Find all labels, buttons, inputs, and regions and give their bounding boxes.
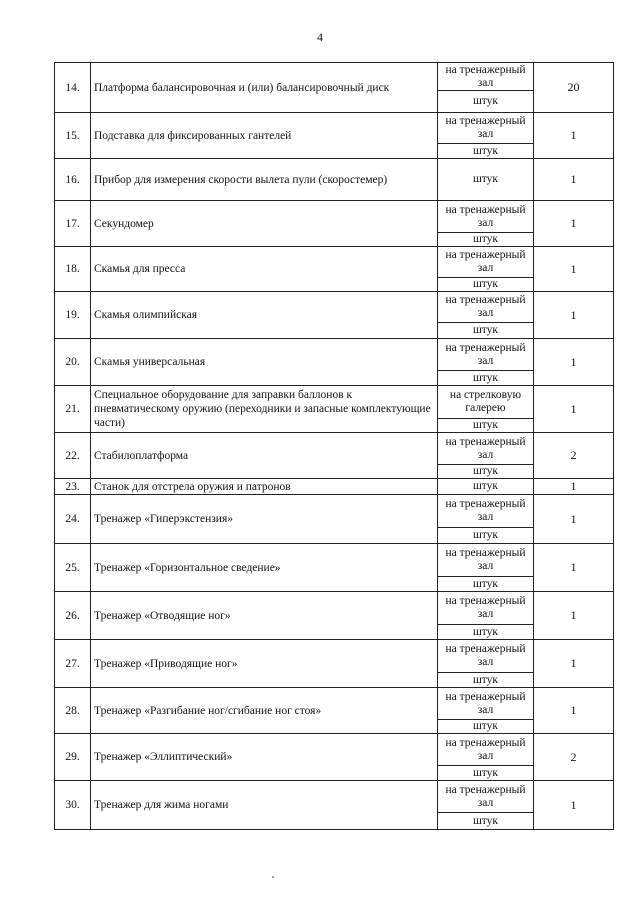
row-number: 18. xyxy=(55,247,91,292)
item-name: Скамья олимпийская xyxy=(91,292,438,339)
item-unit: штук xyxy=(438,479,534,495)
item-unit: штук xyxy=(438,766,534,781)
item-name: Тренажер «Горизонтальное сведение» xyxy=(91,544,438,592)
table-row xyxy=(55,592,614,625)
item-quantity: 1 xyxy=(534,688,614,734)
item-name: Тренажер «Приводящие ног» xyxy=(91,640,438,688)
item-name: Скамья для пресса xyxy=(91,247,438,292)
table-row xyxy=(55,386,614,419)
item-name: Тренажер «Разгибание ног/сгибание ног стоя» xyxy=(91,688,438,734)
item-name: Тренажер «Эллиптический» xyxy=(91,734,438,781)
row-number: 30. xyxy=(55,781,91,830)
item-quantity: 1 xyxy=(534,781,614,830)
item-quantity: 1 xyxy=(534,386,614,433)
row-number: 22. xyxy=(55,433,91,479)
item-place: на тренажерный зал xyxy=(438,734,534,766)
item-quantity: 2 xyxy=(534,433,614,479)
item-quantity: 1 xyxy=(534,339,614,386)
item-place: на тренажерный зал xyxy=(438,113,534,144)
table-row xyxy=(55,495,614,528)
item-unit: штук xyxy=(438,625,534,640)
item-name: Станок для отстрела оружия и патронов xyxy=(91,479,438,495)
row-number: 17. xyxy=(55,201,91,247)
item-quantity: 1 xyxy=(534,592,614,640)
row-number: 14. xyxy=(55,63,91,113)
item-quantity: 1 xyxy=(534,247,614,292)
table-row xyxy=(55,159,614,201)
row-number: 28. xyxy=(55,688,91,734)
row-number: 29. xyxy=(55,734,91,781)
item-place: на тренажерный зал xyxy=(438,592,534,625)
table-row xyxy=(55,734,614,766)
item-place: на тренажерный зал xyxy=(438,688,534,720)
item-unit: штук xyxy=(438,813,534,830)
item-unit: штук xyxy=(438,233,534,247)
item-name: Скамья универсальная xyxy=(91,339,438,386)
table-row xyxy=(55,247,614,278)
row-number: 23. xyxy=(55,479,91,495)
row-number: 20. xyxy=(55,339,91,386)
item-quantity: 1 xyxy=(534,640,614,688)
equipment-table xyxy=(54,62,614,830)
item-unit: штук xyxy=(438,528,534,544)
item-quantity: 1 xyxy=(534,113,614,159)
item-place: на тренажерный зал xyxy=(438,247,534,278)
table-row xyxy=(55,544,614,577)
row-number: 26. xyxy=(55,592,91,640)
item-place: на тренажерный зал xyxy=(438,640,534,673)
item-quantity: 1 xyxy=(534,201,614,247)
item-unit: штук xyxy=(438,577,534,592)
item-place: на тренажерный зал xyxy=(438,63,534,91)
item-unit: штук xyxy=(438,144,534,159)
table-row xyxy=(55,113,614,144)
item-place: на тренажерный зал xyxy=(438,781,534,813)
row-number: 21. xyxy=(55,386,91,433)
item-place: на тренажерный зал xyxy=(438,339,534,371)
table-row xyxy=(55,479,614,495)
row-number: 27. xyxy=(55,640,91,688)
item-name: Тренажер «Отводящие ног» xyxy=(91,592,438,640)
item-unit: штук xyxy=(438,465,534,479)
item-quantity: 1 xyxy=(534,292,614,339)
item-quantity: 1 xyxy=(534,495,614,544)
table-row xyxy=(55,688,614,720)
table-row xyxy=(55,292,614,323)
item-unit: штук xyxy=(438,323,534,339)
item-unit: штук xyxy=(438,419,534,433)
item-name: Прибор для измерения скорости вылета пули (скоростемер) xyxy=(91,159,438,201)
table-row xyxy=(55,201,614,233)
item-unit: штук xyxy=(438,673,534,688)
item-name: Подставка для фиксированных гантелей xyxy=(91,113,438,159)
table-row xyxy=(55,63,614,91)
row-number: 15. xyxy=(55,113,91,159)
item-place: на тренажерный зал xyxy=(438,495,534,528)
item-place: на тренажерный зал xyxy=(438,433,534,465)
table-row xyxy=(55,640,614,673)
item-place: на стрелковую галерею xyxy=(438,386,534,419)
item-name: Платформа балансировочная и (или) балансировочный диск xyxy=(91,63,438,113)
item-place: на тренажерный зал xyxy=(438,544,534,577)
item-unit: штук xyxy=(438,159,534,201)
page-number: 4 xyxy=(317,30,323,44)
item-name: Специальное оборудование для заправки баллонов к пневматическому оружию (переходники и запасные комплектующие части) xyxy=(91,386,438,433)
item-unit: штук xyxy=(438,278,534,292)
item-name: Секундомер xyxy=(91,201,438,247)
item-quantity: 1 xyxy=(534,159,614,201)
row-number: 16. xyxy=(55,159,91,201)
row-number: 24. xyxy=(55,495,91,544)
table-row xyxy=(55,781,614,813)
item-unit: штук xyxy=(438,371,534,386)
scan-speck xyxy=(272,876,274,878)
item-quantity: 2 xyxy=(534,734,614,781)
row-number: 25. xyxy=(55,544,91,592)
item-quantity: 1 xyxy=(534,544,614,592)
table-row xyxy=(55,433,614,465)
item-place: на тренажерный зал xyxy=(438,201,534,233)
item-unit: штук xyxy=(438,720,534,734)
row-number: 19. xyxy=(55,292,91,339)
table-row xyxy=(55,339,614,371)
item-name: Стабилоплатформа xyxy=(91,433,438,479)
item-quantity: 1 xyxy=(534,479,614,495)
item-name: Тренажер «Гиперэкстензия» xyxy=(91,495,438,544)
item-place: на тренажерный зал xyxy=(438,292,534,323)
item-unit: штук xyxy=(438,91,534,113)
item-name: Тренажер для жима ногами xyxy=(91,781,438,830)
item-quantity: 20 xyxy=(534,63,614,113)
